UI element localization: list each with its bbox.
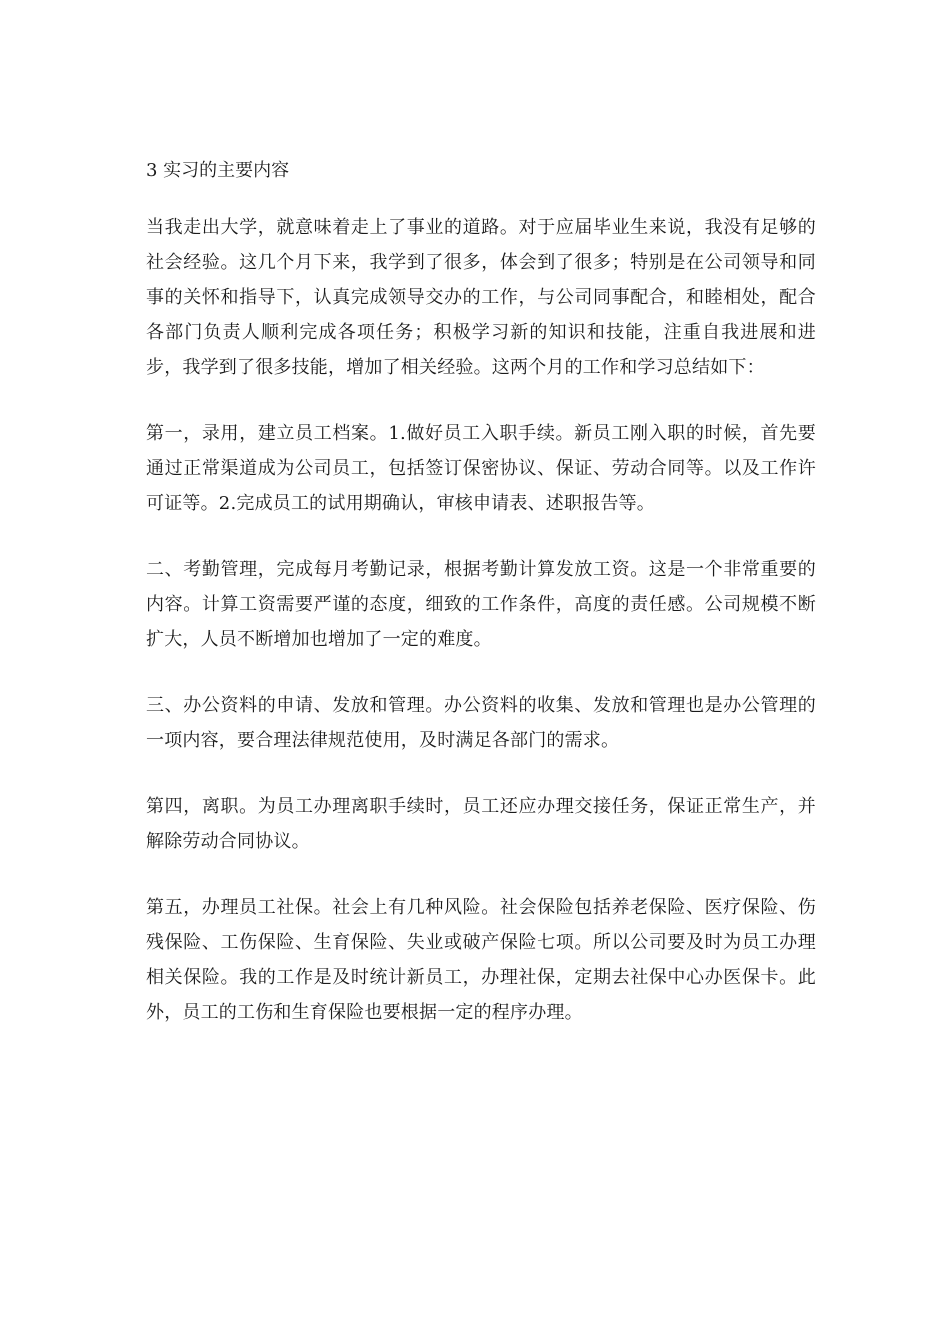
paragraph-office-supplies: 三、办公资料的申请、发放和管理。办公资料的收集、发放和管理也是办公管理的一项内容，要合理法律规范使用，及时满足各部门的需求。 xyxy=(146,695,816,751)
paragraph-resignation: 第四，离职。为员工办理离职手续时，员工还应办理交接任务，保证正常生产，并解除劳动合同协议。 xyxy=(146,796,816,852)
paragraph-recruitment: 第一，录用，建立员工档案。1.做好员工入职手续。新员工刚入职的时候，首先要通过正常渠道成为公司员工，包括签订保密协议、保证、劳动合同等。以及工作许可证等。2.完成员工的试用期确认，审核申请表、述职报告等。 xyxy=(146,423,816,514)
section-heading: 3 实习的主要内容 xyxy=(146,160,290,181)
paragraph-social-insurance: 第五，办理员工社保。社会上有几种风险。社会保险包括养老保险、医疗保险、伤残保险、工伤保险、生育保险、失业或破产保险七项。所以公司要及时为员工办理相关保险。我的工作是及时统计新员工，办理社保，定期去社保中心办医保卡。此外，员工的工伤和生育保险也要根据一定的程序办理。 xyxy=(146,897,816,1023)
paragraph-intro: 当我走出大学，就意味着走上了事业的道路。对于应届毕业生来说，我没有足够的社会经验。这几个月下来，我学到了很多，体会到了很多；特别是在公司领导和同事的关怀和指导下，认真完成领导交办的工作，与公司同事配合，和睦相处，配合各部门负责人顺利完成各项任务；积极学习新的知识和技能，注重自我进展和进步，我学到了很多技能，增加了相关经验。这两个月的工作和学习总结如下： xyxy=(146,217,816,378)
document-page xyxy=(146,154,816,1061)
paragraph-attendance: 二、考勤管理，完成每月考勤记录，根据考勤计算发放工资。这是一个非常重要的内容。计算工资需要严谨的态度，细致的工作条件，高度的责任感。公司规模不断扩大，人员不断增加也增加了一定的难度。 xyxy=(146,559,816,650)
